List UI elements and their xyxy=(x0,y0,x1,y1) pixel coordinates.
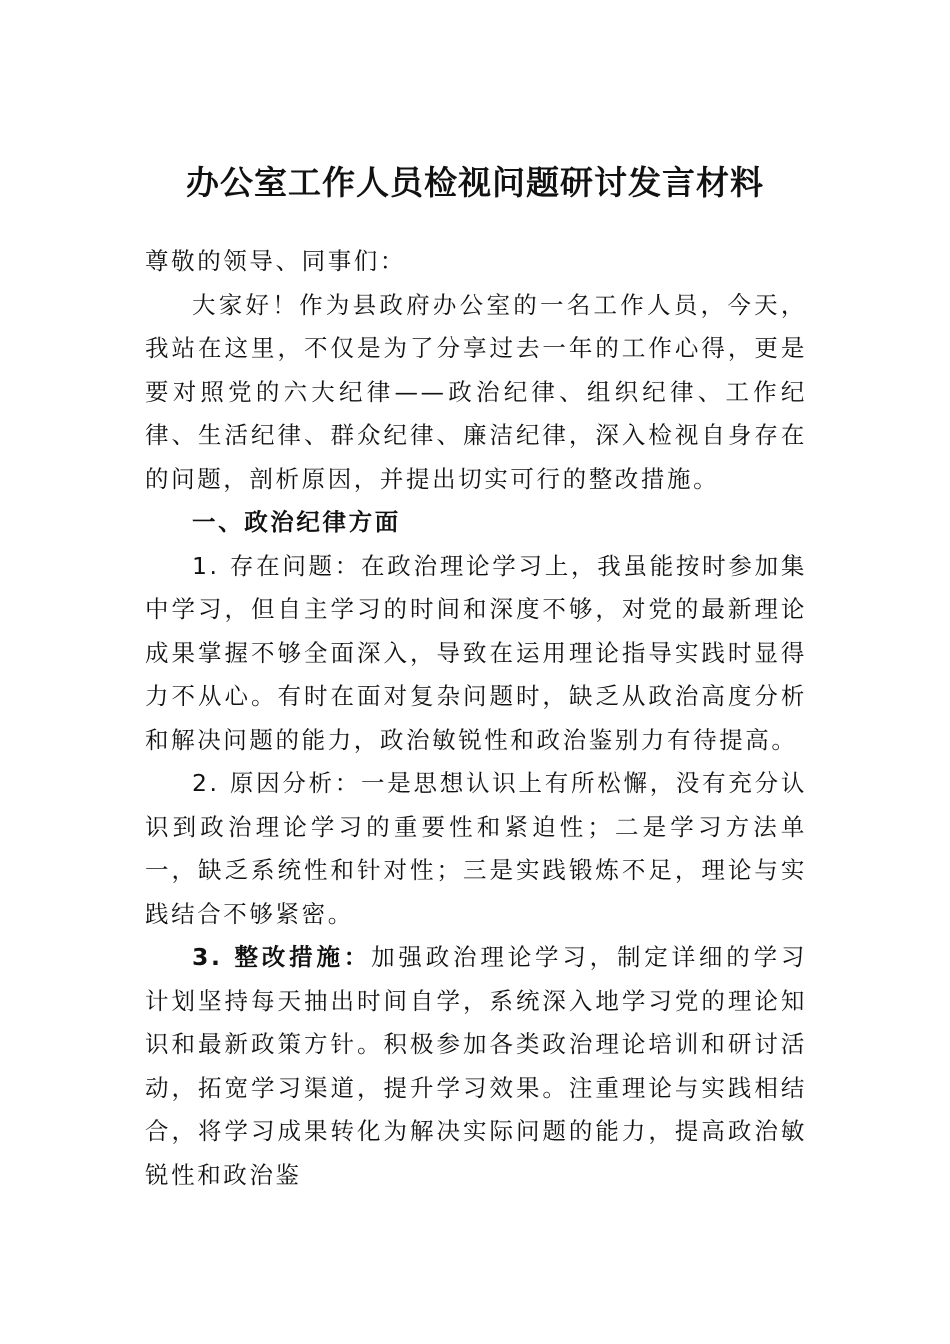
paragraph-label: 2. 原因分析： xyxy=(192,769,362,797)
paragraph-label: 3. 整改措施： xyxy=(192,943,372,971)
section-heading: 一、政治纪律方面 xyxy=(192,508,401,536)
paragraph-measures xyxy=(145,936,807,1197)
salutation: 尊敬的领导、同事们： xyxy=(145,247,406,275)
document-body xyxy=(145,240,807,1197)
paragraph-text: 加强政治理论学习，制定详细的学习计划坚持每天抽出时间自学，系统深入地学习党的理论知识和最新政策方针。积极参加各类政治理论培训和研讨活动，拓宽学习渠道，提升学习效果。注重理论与实践相结合，将学习成果转化为解决实际问题的能力，提高政治敏锐性和政治鉴 xyxy=(145,943,807,1189)
paragraph-text: 在政治理论学习上，我虽能按时参加集中学习，但自主学习的时间和深度不够，对党的最新理论成果掌握不够全面深入，导致在运用理论指导实践时显得力不从心。有时在面对复杂问题时，缺乏从政治高度分析和解决问题的能力，政治敏锐性和政治鉴别力有待提高。 xyxy=(145,551,807,754)
paragraph-cause xyxy=(145,762,807,936)
document-title: 办公室工作人员检视问题研讨发言材料 xyxy=(186,163,764,202)
paragraph-label: 1. 存在问题： xyxy=(192,551,362,580)
intro-paragraph: 大家好！作为县政府办公室的一名工作人员，今天，我站在这里，不仅是为了分享过去一年的工作心得，更是要对照党的六大纪律——政治纪律、组织纪律、工作纪律、生活纪律、群众纪律、廉洁纪律，深入检视自身存在的问题，剖析原因，并提出切实可行的整改措施。 xyxy=(145,290,807,493)
paragraph-problem xyxy=(145,545,807,763)
paragraph-text: 一是思想认识上有所松懈，没有充分认识到政治理论学习的重要性和紧迫性；二是学习方法单一，缺乏系统性和针对性；三是实践锻炼不足，理论与实践结合不够紧密。 xyxy=(145,769,807,928)
